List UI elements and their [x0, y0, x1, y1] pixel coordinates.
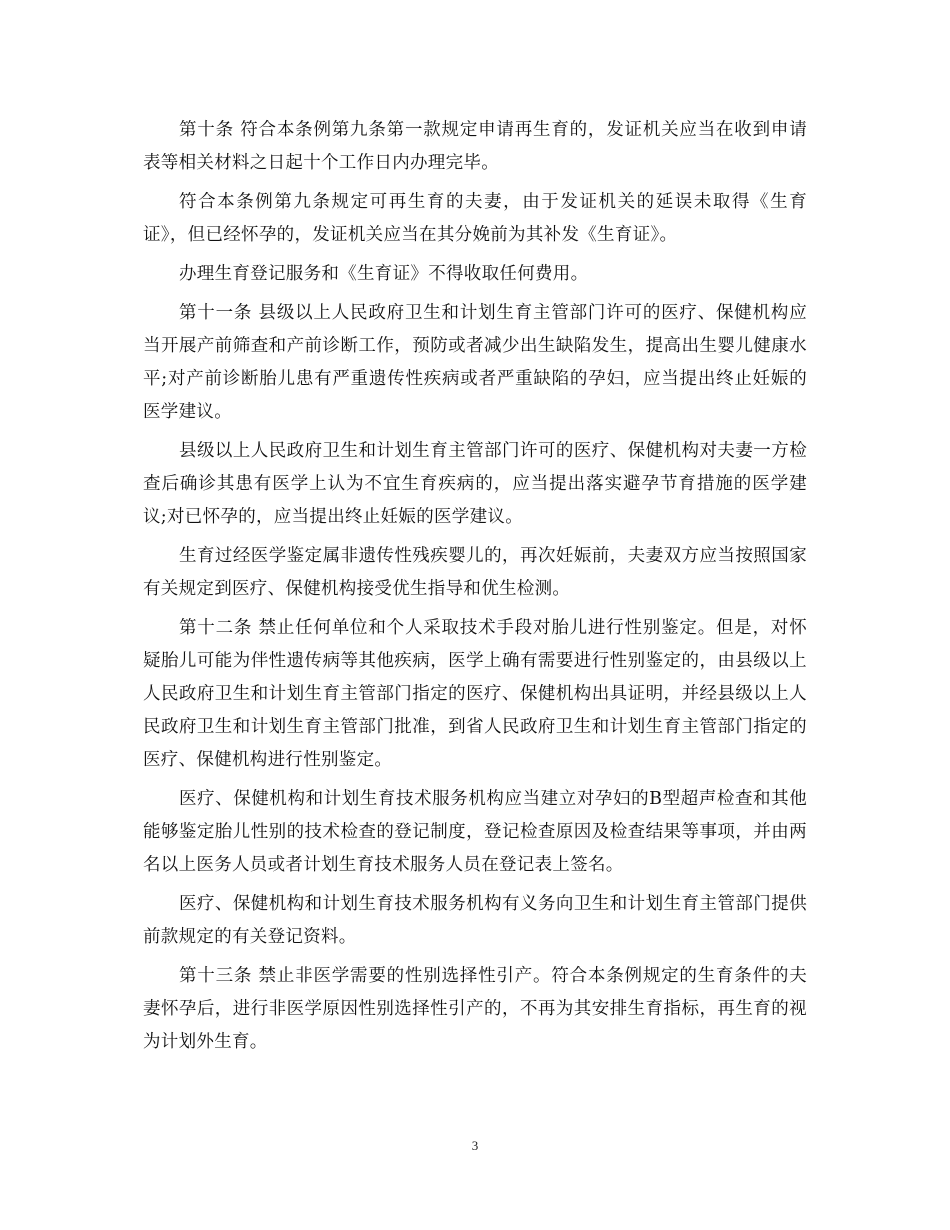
paragraph-article-10: 第十条 符合本条例第九条第一款规定申请再生育的，发证机关应当在收到申请表等相关材料之日起十个工作日内办理完毕。: [143, 120, 807, 173]
paragraph-registration-data: 医疗、保健机构和计划生育技术服务机构有义务向卫生和计划生育主管部门提供前款规定的有关登记资料。: [143, 894, 807, 947]
paragraph-article-13: 第十三条 禁止非医学需要的性别选择性引产。符合本条例规定的生育条件的夫妻怀孕后，进行非医学原因性别选择性引产的，不再为其安排生育指标，再生育的视为计划外生育。: [143, 966, 807, 1052]
paragraph-reissue-certificate: 符合本条例第九条规定可再生育的夫妻，由于发证机关的延误未取得《生育证》，但已经怀孕的，发证机关应当在其分娩前为其补发《生育证》。: [143, 192, 807, 245]
paragraph-article-12: 第十二条 禁止任何单位和个人采取技术手段对胎儿进行性别鉴定。但是，对怀疑胎儿可能为伴性遗传病等其他疾病，医学上确有需要进行性别鉴定的，由县级以上人民政府卫生和计划生育主管部门指定的医疗、保健机构出具证明，并经县级以上人民政府卫生和计划生育主管部门批准，到省人民政府卫生和计划生育主管部门指定的医疗、保健机构进行性别鉴定。: [143, 618, 807, 770]
paragraph-ultrasound-registration: 医疗、保健机构和计划生育技术服务机构应当建立对孕妇的B型超声检查和其他能够鉴定胎儿性别的技术检查的登记制度，登记检查原因及检查结果等事项，并由两名以上医务人员或者计划生育技术服务人员在登记表上签名。: [143, 789, 807, 875]
page-number: 3: [471, 1138, 479, 1153]
document-body: [143, 114, 807, 1065]
paragraph-eugenics-guidance: 生育过经医学鉴定属非遗传性残疾婴儿的，再次妊娠前，夫妻双方应当按照国家有关规定到医疗、保健机构接受优生指导和优生检测。: [143, 546, 807, 599]
paragraph-article-11: 第十一条 县级以上人民政府卫生和计划生育主管部门许可的医疗、保健机构应当开展产前筛查和产前诊断工作，预防或者减少出生缺陷发生，提高出生婴儿健康水平;对产前诊断胎儿患有严重遗传性疾病或者严重缺陷的孕妇，应当提出终止妊娠的医学建议。: [143, 303, 807, 422]
paragraph-medical-advice: 县级以上人民政府卫生和计划生育主管部门许可的医疗、保健机构对夫妻一方检查后确诊其患有医学上认为不宜生育疾病的，应当提出落实避孕节育措施的医学建议;对已怀孕的，应当提出终止妊娠的医学建议。: [143, 441, 807, 527]
paragraph-no-fees: 办理生育登记服务和《生育证》不得收取任何费用。: [179, 264, 589, 284]
